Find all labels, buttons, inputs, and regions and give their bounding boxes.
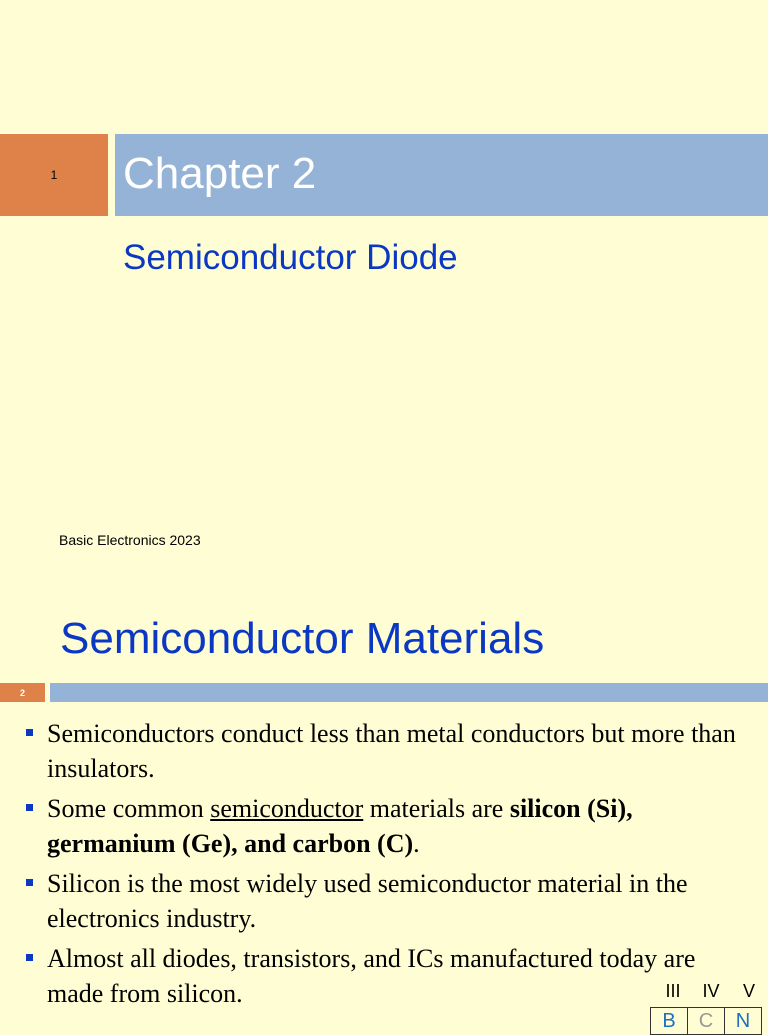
bullet-item [26, 866, 746, 936]
group-label: III [665, 981, 681, 1001]
slide-number-box [0, 134, 108, 216]
periodic-group-labels [654, 981, 768, 1002]
slide-2 [0, 584, 768, 1032]
slide-number: 1 [50, 168, 58, 182]
slide-number: 2 [19, 687, 25, 698]
bullet-text: Silicon is the most widely used semiconductor material in the electronics industry. [47, 869, 688, 933]
square-bullet-icon [26, 804, 33, 811]
bullet-text-mid: materials are [363, 794, 510, 823]
slide-number-box [0, 683, 45, 702]
bullet-item [26, 791, 746, 861]
periodic-table-fragment [650, 1007, 761, 1035]
bullet-item [26, 716, 746, 786]
slide-subtitle: Semiconductor Diode [123, 238, 458, 277]
element-cell: N [724, 1007, 762, 1035]
slide-title: Chapter 2 [123, 149, 317, 198]
slide-footer: Basic Electronics 2023 [59, 532, 201, 548]
group-label: V [742, 981, 755, 1001]
slide-title: Semiconductor Materials [60, 614, 545, 663]
group-label: IV [702, 981, 720, 1001]
bullet-item [26, 941, 746, 1011]
bullet-text: Semiconductors conduct less than metal conductors but more than insulators. [47, 719, 736, 783]
bullet-text-bold: silicon (Si), germanium (Ge), and carbon (C) [47, 794, 633, 858]
square-bullet-icon [26, 954, 33, 961]
bullet-list [26, 716, 746, 1016]
title-divider-bar [50, 683, 768, 702]
element-cell: B [650, 1007, 688, 1035]
bullet-text-pre: Some common [47, 794, 211, 823]
semiconductor-link[interactable]: semiconductor [210, 794, 364, 823]
bullet-text: Almost all diodes, transistors, and ICs manufactured today are made from silicon. [47, 944, 696, 1008]
bullet-text-post: . [413, 829, 420, 858]
element-cell: C [687, 1007, 725, 1035]
title-bar [115, 134, 768, 216]
square-bullet-icon [26, 879, 33, 886]
square-bullet-icon [26, 729, 33, 736]
